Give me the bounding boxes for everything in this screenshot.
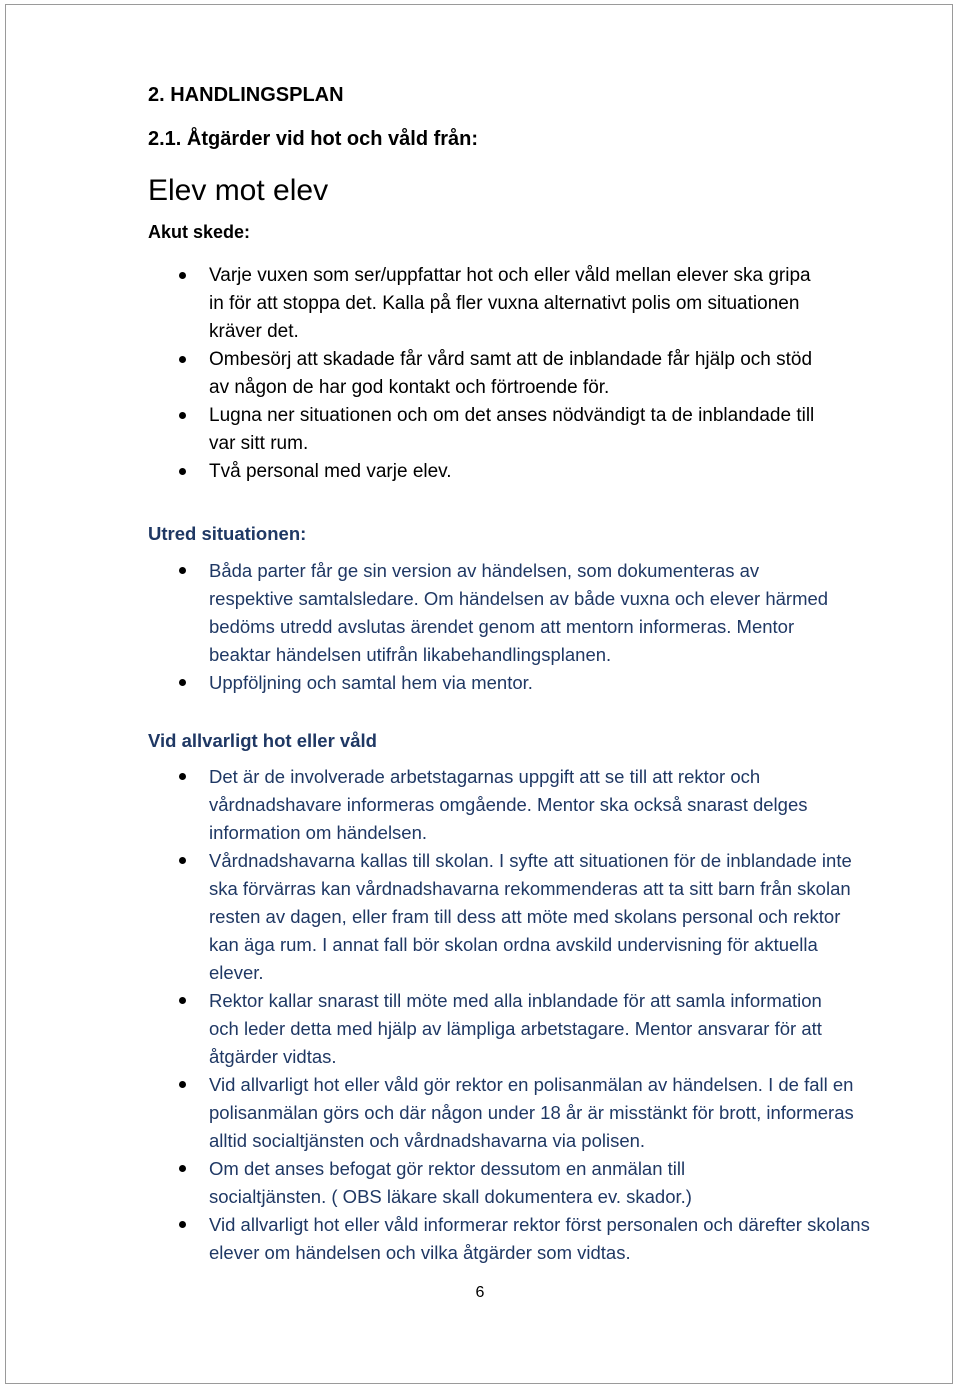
list-item: Lugna ner situationen och om det anses nödvändigt ta de inblandade till var sitt rum. <box>148 402 829 458</box>
list-item: Rektor kallar snarast till möte med alla inblandade för att samla information och leder detta med hjälp av lämpliga arbetstagare. Mentor ansvarar för att åtgärder vidtas. <box>148 987 839 1071</box>
allvarligt-heading: Vid allvarligt hot eller våld <box>148 730 377 751</box>
utred-list <box>148 557 868 697</box>
utred-heading: Utred situationen: <box>148 523 307 544</box>
list-item: Varje vuxen som ser/uppfattar hot och eller våld mellan elever ska gripa in för att stoppa det. Kalla på fler vuxna alternativt polis om situationen kräver det. <box>148 262 829 346</box>
akut-list <box>148 262 868 486</box>
akut-heading: Akut skede: <box>148 222 251 242</box>
list-item: Ombesörj att skadade får vård samt att de inblandade får hjälp och stöd av någon de har god kontakt och förtroende för. <box>148 346 829 402</box>
list-item: Uppföljning och samtal hem via mentor. <box>148 669 835 697</box>
page-number: 6 <box>475 1284 485 1301</box>
list-item: Vårdnadshavarna kallas till skolan. I syfte att situationen för de inblandade inte ska förvärras kan vårdnadshavarna rekommenderas att ta sitt barn från skolan resten av dagen, eller fram till dess att möte med skolans personal och rektor kan äga rum. I annat fall bör skolan ordna avskild undervisning för aktuella elever. <box>148 847 875 987</box>
list-item: Båda parter får ge sin version av händelsen, som dokumenteras av respektive samtalsledare. Om händelsen av både vuxna och elever härmed bedöms utredd avslutas ärendet genom att mentorn informeras. Mentor beaktar händelsen utifrån likabehandlingsplanen. <box>148 557 835 669</box>
list-item: Två personal med varje elev. <box>148 458 829 486</box>
document-body <box>148 80 868 1267</box>
section-heading: 2. HANDLINGSPLAN <box>148 84 344 106</box>
list-item: Det är de involverade arbetstagarnas uppgift att se till att rektor och vårdnadshavare informeras omgående. Mentor ska också snarast delges information om händelsen. <box>148 763 839 847</box>
page-title: Elev mot elev <box>148 174 329 207</box>
list-item: Vid allvarligt hot eller våld informerar rektor först personalen och därefter skolans elever om händelsen och vilka åtgärder som vidtas. <box>148 1211 875 1267</box>
list-item: Vid allvarligt hot eller våld gör rektor en polisanmälan av händelsen. I de fall en polisanmälan görs och där någon under 18 år är misstänkt för brott, informeras alltid socialtjänsten och vårdnadshavarna via polisen. <box>148 1071 875 1155</box>
allvarligt-list <box>148 763 868 1267</box>
subsection-heading: 2.1. Åtgärder vid hot och våld från: <box>148 128 479 150</box>
list-item: Om det anses befogat gör rektor dessutom en anmälan till socialtjänsten. ( OBS läkare skall dokumentera ev. skador.) <box>148 1155 789 1211</box>
